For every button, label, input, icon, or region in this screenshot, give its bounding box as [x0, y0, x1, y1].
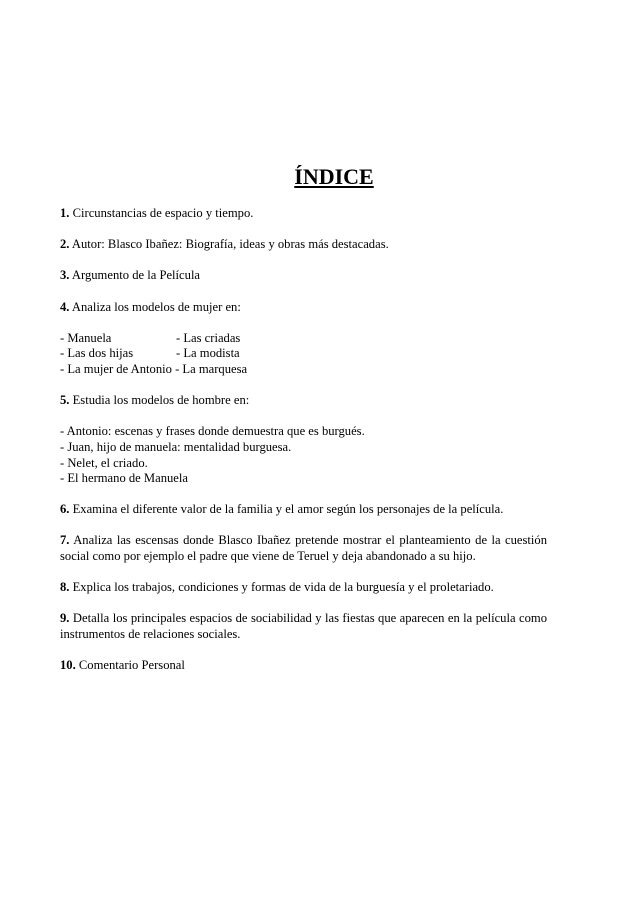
index-item-1: [60, 206, 547, 222]
index-item-5: [60, 393, 547, 409]
item-text: Argumento de la Película: [69, 268, 201, 283]
list-item: - Nelet, el criado.: [60, 455, 148, 470]
item-number: 1.: [60, 206, 70, 220]
list-item: [60, 346, 547, 362]
item-text: Explica los trabajos, condiciones y formas de vida de la burguesía y el proletariado.: [69, 580, 494, 595]
item-text: Analiza los modelos de mujer en:: [69, 299, 241, 314]
item-text: Circunstancias de espacio y tiempo.: [69, 206, 254, 220]
index-item-3: [60, 268, 547, 284]
index-item-9: [60, 611, 547, 642]
index-content: [60, 206, 547, 689]
women-model-right: - La marquesa: [171, 361, 248, 376]
item-number: 6.: [60, 502, 70, 517]
item-number: 8.: [60, 580, 70, 595]
item-number: 5.: [60, 393, 70, 408]
women-models-list: [60, 331, 547, 378]
index-item-7: [60, 533, 547, 564]
women-model-left: - La mujer de Antonio: [60, 361, 172, 376]
index-item-10: [60, 658, 547, 674]
list-item: - El hermano de Manuela: [60, 471, 188, 486]
list-item: [60, 331, 547, 347]
item-text: Autor: Blasco Ibañez: Biografía, ideas y obras más destacadas.: [69, 237, 389, 252]
women-model-right: - La modista: [176, 346, 240, 361]
men-models-list: [60, 424, 547, 486]
item-number: 9.: [60, 611, 70, 626]
women-model-right: - Las criadas: [176, 330, 241, 345]
list-item: [60, 362, 547, 378]
item-number: 4.: [60, 299, 70, 314]
page-title: ÍNDICE: [294, 164, 374, 189]
item-text: Examina el diferente valor de la familia y el amor según los personajes de la película.: [69, 502, 504, 517]
list-item: - Juan, hijo de manuela: mentalidad burguesa.: [60, 439, 292, 454]
item-number: 10.: [60, 658, 76, 673]
item-number: 3.: [60, 268, 70, 283]
index-item-4: [60, 300, 547, 316]
index-item-6: [60, 502, 547, 518]
item-text: Analiza las escensas donde Blasco Ibañez pretende mostrar el planteamiento de la cuestión social como por ejemplo el padre que viene de Teruel y deja abandonado a su hijo.: [60, 533, 547, 564]
item-text: Estudia los modelos de hombre en:: [69, 393, 250, 408]
item-number: 2.: [60, 237, 70, 252]
list-item: - Antonio: escenas y frases donde demuestra que es burgués.: [60, 424, 365, 439]
index-item-2: [60, 237, 547, 253]
index-item-8: [60, 580, 547, 596]
item-text: Comentario Personal: [75, 658, 185, 673]
women-model-left: - Manuela: [60, 330, 112, 345]
item-text: Detalla los principales espacios de sociabilidad y las fiestas que aparecen en la película como instrumentos de relaciones sociales.: [60, 611, 547, 642]
item-number: 7.: [60, 533, 70, 548]
women-model-left: - Las dos hijas: [60, 346, 134, 361]
